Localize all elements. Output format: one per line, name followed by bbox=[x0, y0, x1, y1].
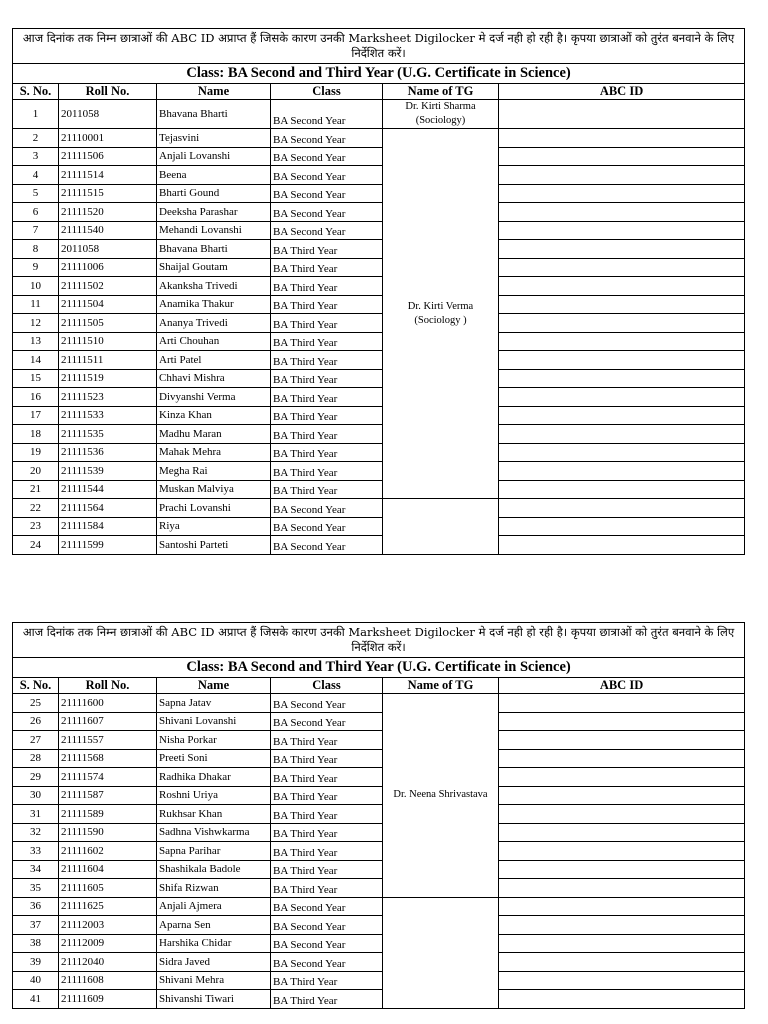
cell-sno: 23 bbox=[13, 517, 59, 536]
cell-name: Bharti Gound bbox=[157, 184, 271, 203]
table-row bbox=[13, 332, 745, 351]
cell-sno: 4 bbox=[13, 166, 59, 185]
cell-sno: 2 bbox=[13, 129, 59, 148]
cell-roll-no: 21111589 bbox=[59, 805, 157, 824]
cell-name: Sadhna Vishwkarma bbox=[157, 823, 271, 842]
cell-sno: 21 bbox=[13, 480, 59, 499]
cell-roll-no: 21111519 bbox=[59, 369, 157, 388]
cell-sno: 29 bbox=[13, 768, 59, 787]
table-row bbox=[13, 369, 745, 388]
cell-abc-id[interactable] bbox=[499, 879, 745, 898]
cell-sno: 24 bbox=[13, 536, 59, 555]
table-row bbox=[13, 749, 745, 768]
cell-sno: 9 bbox=[13, 258, 59, 277]
cell-roll-no: 21111505 bbox=[59, 314, 157, 333]
cell-roll-no: 21111504 bbox=[59, 295, 157, 314]
cell-roll-no: 21111536 bbox=[59, 443, 157, 462]
cell-name: Nisha Porkar bbox=[157, 731, 271, 750]
cell-abc-id[interactable] bbox=[499, 805, 745, 824]
cell-roll-no: 21112003 bbox=[59, 916, 157, 935]
cell-name: Deeksha Parashar bbox=[157, 203, 271, 222]
cell-class: BA Third Year bbox=[271, 731, 383, 750]
table-row bbox=[13, 351, 745, 370]
cell-name: Preeti Soni bbox=[157, 749, 271, 768]
cell-roll-no: 21111604 bbox=[59, 860, 157, 879]
cell-abc-id[interactable] bbox=[499, 277, 745, 296]
cell-sno: 10 bbox=[13, 277, 59, 296]
class-heading: Class: BA Second and Third Year (U.G. Certificate in Science) bbox=[13, 64, 745, 84]
cell-class: BA Third Year bbox=[271, 971, 383, 990]
table-row bbox=[13, 258, 745, 277]
cell-name: Ananya Trivedi bbox=[157, 314, 271, 333]
cell-tg bbox=[383, 129, 499, 499]
table-row bbox=[13, 953, 745, 972]
cell-name: Sapna Parihar bbox=[157, 842, 271, 861]
cell-name: Prachi Lovanshi bbox=[157, 499, 271, 518]
cell-abc-id[interactable] bbox=[499, 934, 745, 953]
cell-abc-id[interactable] bbox=[499, 406, 745, 425]
header-sno: S. No. bbox=[13, 84, 59, 100]
table-row bbox=[13, 314, 745, 333]
cell-abc-id[interactable] bbox=[499, 897, 745, 916]
cell-name: Akanksha Trivedi bbox=[157, 277, 271, 296]
cell-abc-id[interactable] bbox=[499, 953, 745, 972]
cell-class: BA Third Year bbox=[271, 480, 383, 499]
table-row bbox=[13, 295, 745, 314]
cell-class: BA Second Year bbox=[271, 184, 383, 203]
table-row bbox=[13, 203, 745, 222]
cell-class: BA Third Year bbox=[271, 332, 383, 351]
cell-name: Mehandi Lovanshi bbox=[157, 221, 271, 240]
cell-abc-id[interactable] bbox=[499, 443, 745, 462]
cell-roll-no: 21111514 bbox=[59, 166, 157, 185]
cell-sno: 5 bbox=[13, 184, 59, 203]
cell-sno: 3 bbox=[13, 147, 59, 166]
cell-name: Bhavana Bharti bbox=[157, 100, 271, 129]
cell-tg bbox=[383, 897, 499, 1008]
cell-roll-no: 21111520 bbox=[59, 203, 157, 222]
cell-abc-id[interactable] bbox=[499, 258, 745, 277]
cell-tg bbox=[383, 694, 499, 898]
table-row bbox=[13, 879, 745, 898]
sheet-2 bbox=[12, 622, 744, 1009]
cell-abc-id[interactable] bbox=[499, 842, 745, 861]
cell-abc-id[interactable] bbox=[499, 990, 745, 1009]
cell-sno: 39 bbox=[13, 953, 59, 972]
header-tg: Name of TG bbox=[383, 84, 499, 100]
cell-class: BA Second Year bbox=[271, 499, 383, 518]
cell-sno: 6 bbox=[13, 203, 59, 222]
cell-sno: 37 bbox=[13, 916, 59, 935]
cell-name: Anjali Ajmera bbox=[157, 897, 271, 916]
cell-name: Anamika Thakur bbox=[157, 295, 271, 314]
cell-class: BA Third Year bbox=[271, 768, 383, 787]
cell-name: Harshika Chidar bbox=[157, 934, 271, 953]
cell-abc-id[interactable] bbox=[499, 860, 745, 879]
cell-abc-id[interactable] bbox=[499, 694, 745, 713]
cell-class: BA Second Year bbox=[271, 203, 383, 222]
table-row bbox=[13, 897, 745, 916]
cell-class: BA Third Year bbox=[271, 295, 383, 314]
cell-abc-id[interactable] bbox=[499, 517, 745, 536]
cell-name: Shivanshi Tiwari bbox=[157, 990, 271, 1009]
cell-roll-no: 21111540 bbox=[59, 221, 157, 240]
tg-name-line: (Sociology ) bbox=[414, 314, 467, 326]
cell-abc-id[interactable] bbox=[499, 388, 745, 407]
cell-roll-no: 21111557 bbox=[59, 731, 157, 750]
cell-name: Kinza Khan bbox=[157, 406, 271, 425]
cell-roll-no: 21111568 bbox=[59, 749, 157, 768]
cell-class: BA Third Year bbox=[271, 351, 383, 370]
cell-abc-id[interactable] bbox=[499, 129, 745, 148]
cell-sno: 25 bbox=[13, 694, 59, 713]
table-row bbox=[13, 731, 745, 750]
cell-name: Radhika Dhakar bbox=[157, 768, 271, 787]
table-row bbox=[13, 971, 745, 990]
table-row bbox=[13, 499, 745, 518]
cell-abc-id[interactable] bbox=[499, 295, 745, 314]
cell-class: BA Third Year bbox=[271, 314, 383, 333]
table-row bbox=[13, 823, 745, 842]
table-row bbox=[13, 990, 745, 1009]
table-row bbox=[13, 100, 745, 129]
table-row bbox=[13, 184, 745, 203]
cell-name: Santoshi Parteti bbox=[157, 536, 271, 555]
cell-roll-no: 21111511 bbox=[59, 351, 157, 370]
cell-sno: 35 bbox=[13, 879, 59, 898]
cell-class: BA Second Year bbox=[271, 517, 383, 536]
cell-sno: 16 bbox=[13, 388, 59, 407]
cell-name: Beena bbox=[157, 166, 271, 185]
cell-class: BA Second Year bbox=[271, 147, 383, 166]
header-roll: Roll No. bbox=[59, 84, 157, 100]
cell-name: Muskan Malviya bbox=[157, 480, 271, 499]
header-sno: S. No. bbox=[13, 678, 59, 694]
cell-name: Arti Chouhan bbox=[157, 332, 271, 351]
table-row bbox=[13, 694, 745, 713]
cell-sno: 31 bbox=[13, 805, 59, 824]
cell-class: BA Third Year bbox=[271, 277, 383, 296]
cell-class: BA Second Year bbox=[271, 694, 383, 713]
cell-roll-no: 21112009 bbox=[59, 934, 157, 953]
header-row bbox=[13, 84, 745, 100]
cell-abc-id[interactable] bbox=[499, 147, 745, 166]
cell-name: Sidra Javed bbox=[157, 953, 271, 972]
cell-sno: 19 bbox=[13, 443, 59, 462]
cell-class: BA Second Year bbox=[271, 166, 383, 185]
cell-roll-no: 21111006 bbox=[59, 258, 157, 277]
header-class: Class bbox=[271, 84, 383, 100]
cell-name: Divyanshi Verma bbox=[157, 388, 271, 407]
cell-sno: 34 bbox=[13, 860, 59, 879]
cell-abc-id[interactable] bbox=[499, 480, 745, 499]
cell-abc-id[interactable] bbox=[499, 314, 745, 333]
cell-name: Shivani Lovanshi bbox=[157, 712, 271, 731]
cell-abc-id[interactable] bbox=[499, 203, 745, 222]
students-table-2 bbox=[12, 622, 745, 1009]
cell-name: Riya bbox=[157, 517, 271, 536]
cell-roll-no: 21111515 bbox=[59, 184, 157, 203]
cell-roll-no: 21110001 bbox=[59, 129, 157, 148]
cell-name: Aparna Sen bbox=[157, 916, 271, 935]
cell-abc-id[interactable] bbox=[499, 240, 745, 259]
cell-abc-id[interactable] bbox=[499, 786, 745, 805]
cell-abc-id[interactable] bbox=[499, 499, 745, 518]
table-row bbox=[13, 221, 745, 240]
table-row bbox=[13, 462, 745, 481]
cell-sno: 20 bbox=[13, 462, 59, 481]
table-row bbox=[13, 480, 745, 499]
tg-name-line: Dr. Neena Shrivastava bbox=[393, 789, 488, 801]
cell-sno: 33 bbox=[13, 842, 59, 861]
cell-class: BA Second Year bbox=[271, 934, 383, 953]
cell-roll-no: 21111533 bbox=[59, 406, 157, 425]
cell-class: BA Third Year bbox=[271, 805, 383, 824]
cell-roll-no: 21111574 bbox=[59, 768, 157, 787]
cell-abc-id[interactable] bbox=[499, 332, 745, 351]
cell-sno: 14 bbox=[13, 351, 59, 370]
table-row bbox=[13, 388, 745, 407]
cell-abc-id[interactable] bbox=[499, 184, 745, 203]
cell-sno: 12 bbox=[13, 314, 59, 333]
cell-roll-no: 21111584 bbox=[59, 517, 157, 536]
cell-class: BA Third Year bbox=[271, 425, 383, 444]
cell-class: BA Third Year bbox=[271, 823, 383, 842]
cell-sno: 41 bbox=[13, 990, 59, 1009]
cell-class: BA Third Year bbox=[271, 388, 383, 407]
cell-roll-no: 21111599 bbox=[59, 536, 157, 555]
students-table-1 bbox=[12, 28, 745, 555]
table-body-2 bbox=[13, 694, 745, 1009]
cell-name: Bhavana Bharti bbox=[157, 240, 271, 259]
cell-sno: 36 bbox=[13, 897, 59, 916]
cell-roll-no: 21111535 bbox=[59, 425, 157, 444]
cell-name: Sapna Jatav bbox=[157, 694, 271, 713]
cell-name: Shashikala Badole bbox=[157, 860, 271, 879]
cell-sno: 17 bbox=[13, 406, 59, 425]
cell-abc-id[interactable] bbox=[499, 916, 745, 935]
cell-abc-id[interactable] bbox=[499, 536, 745, 555]
cell-abc-id[interactable] bbox=[499, 823, 745, 842]
cell-roll-no: 21111544 bbox=[59, 480, 157, 499]
tg-name-line: Dr. Kirti Sharma bbox=[405, 101, 476, 112]
cell-sno: 32 bbox=[13, 823, 59, 842]
cell-sno: 28 bbox=[13, 749, 59, 768]
table-row bbox=[13, 916, 745, 935]
cell-sno: 38 bbox=[13, 934, 59, 953]
cell-class: BA Third Year bbox=[271, 879, 383, 898]
cell-abc-id[interactable] bbox=[499, 166, 745, 185]
cell-roll-no: 2011058 bbox=[59, 100, 157, 129]
cell-roll-no: 21111609 bbox=[59, 990, 157, 1009]
cell-name: Mahak Mehra bbox=[157, 443, 271, 462]
cell-class: BA Second Year bbox=[271, 712, 383, 731]
cell-class: BA Third Year bbox=[271, 462, 383, 481]
cell-roll-no: 2011058 bbox=[59, 240, 157, 259]
table-row bbox=[13, 786, 745, 805]
cell-roll-no: 21111587 bbox=[59, 786, 157, 805]
table-row bbox=[13, 842, 745, 861]
cell-abc-id[interactable] bbox=[499, 768, 745, 787]
table-row bbox=[13, 536, 745, 555]
cell-roll-no: 21111608 bbox=[59, 971, 157, 990]
table-row bbox=[13, 860, 745, 879]
table-row bbox=[13, 147, 745, 166]
cell-sno: 11 bbox=[13, 295, 59, 314]
cell-sno: 40 bbox=[13, 971, 59, 990]
cell-tg bbox=[383, 499, 499, 555]
cell-name: Megha Rai bbox=[157, 462, 271, 481]
cell-roll-no: 21111602 bbox=[59, 842, 157, 861]
header-class: Class bbox=[271, 678, 383, 694]
cell-roll-no: 21112040 bbox=[59, 953, 157, 972]
cell-sno: 8 bbox=[13, 240, 59, 259]
table-row bbox=[13, 240, 745, 259]
cell-name: Shivani Mehra bbox=[157, 971, 271, 990]
cell-roll-no: 21111625 bbox=[59, 897, 157, 916]
header-roll: Roll No. bbox=[59, 678, 157, 694]
cell-sno: 27 bbox=[13, 731, 59, 750]
notice-text: आज दिनांक तक निम्न छात्राओं की ABC ID अप्राप्त हैं जिसके कारण उनकी Marksheet Digilocker मे दर्ज नही हो रही है। कृपया छात्राओं को तुरंत बनवाने के लिए निर्देशित करें। bbox=[13, 623, 745, 658]
table-row bbox=[13, 712, 745, 731]
cell-abc-id[interactable] bbox=[499, 369, 745, 388]
cell-class: BA Third Year bbox=[271, 860, 383, 879]
notice-text: आज दिनांक तक निम्न छात्राओं की ABC ID अप्राप्त हैं जिसके कारण उनकी Marksheet Digilocker मे दर्ज नही हो रही है। कृपया छात्राओं को तुरंत बनवाने के लिए निर्देशित करें। bbox=[13, 29, 745, 64]
cell-abc-id[interactable] bbox=[499, 712, 745, 731]
cell-abc-id[interactable] bbox=[499, 749, 745, 768]
cell-name: Tejasvini bbox=[157, 129, 271, 148]
table-row bbox=[13, 805, 745, 824]
cell-class: BA Second Year bbox=[271, 536, 383, 555]
cell-sno: 15 bbox=[13, 369, 59, 388]
table-body-1 bbox=[13, 100, 745, 555]
class-heading: Class: BA Second and Third Year (U.G. Certificate in Science) bbox=[13, 658, 745, 678]
table-row bbox=[13, 406, 745, 425]
cell-abc-id[interactable] bbox=[499, 425, 745, 444]
cell-class: BA Third Year bbox=[271, 842, 383, 861]
cell-roll-no: 21111605 bbox=[59, 879, 157, 898]
cell-roll-no: 21111523 bbox=[59, 388, 157, 407]
cell-class: BA Third Year bbox=[271, 240, 383, 259]
header-name: Name bbox=[157, 84, 271, 100]
cell-class: BA Second Year bbox=[271, 129, 383, 148]
cell-sno: 22 bbox=[13, 499, 59, 518]
cell-sno: 30 bbox=[13, 786, 59, 805]
cell-class: BA Second Year bbox=[271, 897, 383, 916]
cell-sno: 1 bbox=[13, 100, 59, 129]
cell-name: Roshni Uriya bbox=[157, 786, 271, 805]
table-row bbox=[13, 277, 745, 296]
cell-class: BA Second Year bbox=[271, 100, 383, 129]
cell-class: BA Second Year bbox=[271, 916, 383, 935]
tg-name-line: (Sociology) bbox=[415, 115, 466, 126]
cell-name: Shifa Rizwan bbox=[157, 879, 271, 898]
cell-name: Arti Patel bbox=[157, 351, 271, 370]
table-row bbox=[13, 166, 745, 185]
cell-name: Anjali Lovanshi bbox=[157, 147, 271, 166]
cell-class: BA Third Year bbox=[271, 786, 383, 805]
cell-name: Shaijal Goutam bbox=[157, 258, 271, 277]
cell-name: Madhu Maran bbox=[157, 425, 271, 444]
cell-class: BA Second Year bbox=[271, 953, 383, 972]
cell-sno: 18 bbox=[13, 425, 59, 444]
cell-roll-no: 21111564 bbox=[59, 499, 157, 518]
cell-tg bbox=[383, 100, 499, 129]
cell-roll-no: 21111607 bbox=[59, 712, 157, 731]
header-tg: Name of TG bbox=[383, 678, 499, 694]
cell-abc-id[interactable] bbox=[499, 462, 745, 481]
cell-roll-no: 21111510 bbox=[59, 332, 157, 351]
cell-abc-id[interactable] bbox=[499, 221, 745, 240]
table-row bbox=[13, 768, 745, 787]
cell-abc-id[interactable] bbox=[499, 100, 745, 129]
cell-class: BA Third Year bbox=[271, 369, 383, 388]
header-name: Name bbox=[157, 678, 271, 694]
table-row bbox=[13, 443, 745, 462]
cell-roll-no: 21111539 bbox=[59, 462, 157, 481]
cell-class: BA Second Year bbox=[271, 221, 383, 240]
cell-class: BA Third Year bbox=[271, 258, 383, 277]
table-row bbox=[13, 517, 745, 536]
cell-abc-id[interactable] bbox=[499, 971, 745, 990]
tg-name-line: Dr. Kirti Verma bbox=[407, 300, 474, 312]
header-row bbox=[13, 678, 745, 694]
cell-class: BA Third Year bbox=[271, 990, 383, 1009]
cell-roll-no: 21111506 bbox=[59, 147, 157, 166]
header-abc: ABC ID bbox=[499, 678, 745, 694]
cell-roll-no: 21111600 bbox=[59, 694, 157, 713]
cell-abc-id[interactable] bbox=[499, 731, 745, 750]
cell-name: Chhavi Mishra bbox=[157, 369, 271, 388]
cell-sno: 26 bbox=[13, 712, 59, 731]
cell-class: BA Third Year bbox=[271, 406, 383, 425]
cell-class: BA Third Year bbox=[271, 749, 383, 768]
table-row bbox=[13, 425, 745, 444]
cell-name: Rukhsar Khan bbox=[157, 805, 271, 824]
table-row bbox=[13, 129, 745, 148]
cell-roll-no: 21111590 bbox=[59, 823, 157, 842]
cell-abc-id[interactable] bbox=[499, 351, 745, 370]
sheet-1 bbox=[12, 28, 744, 555]
header-abc: ABC ID bbox=[499, 84, 745, 100]
cell-sno: 7 bbox=[13, 221, 59, 240]
cell-sno: 13 bbox=[13, 332, 59, 351]
cell-class: BA Third Year bbox=[271, 443, 383, 462]
table-row bbox=[13, 934, 745, 953]
cell-roll-no: 21111502 bbox=[59, 277, 157, 296]
